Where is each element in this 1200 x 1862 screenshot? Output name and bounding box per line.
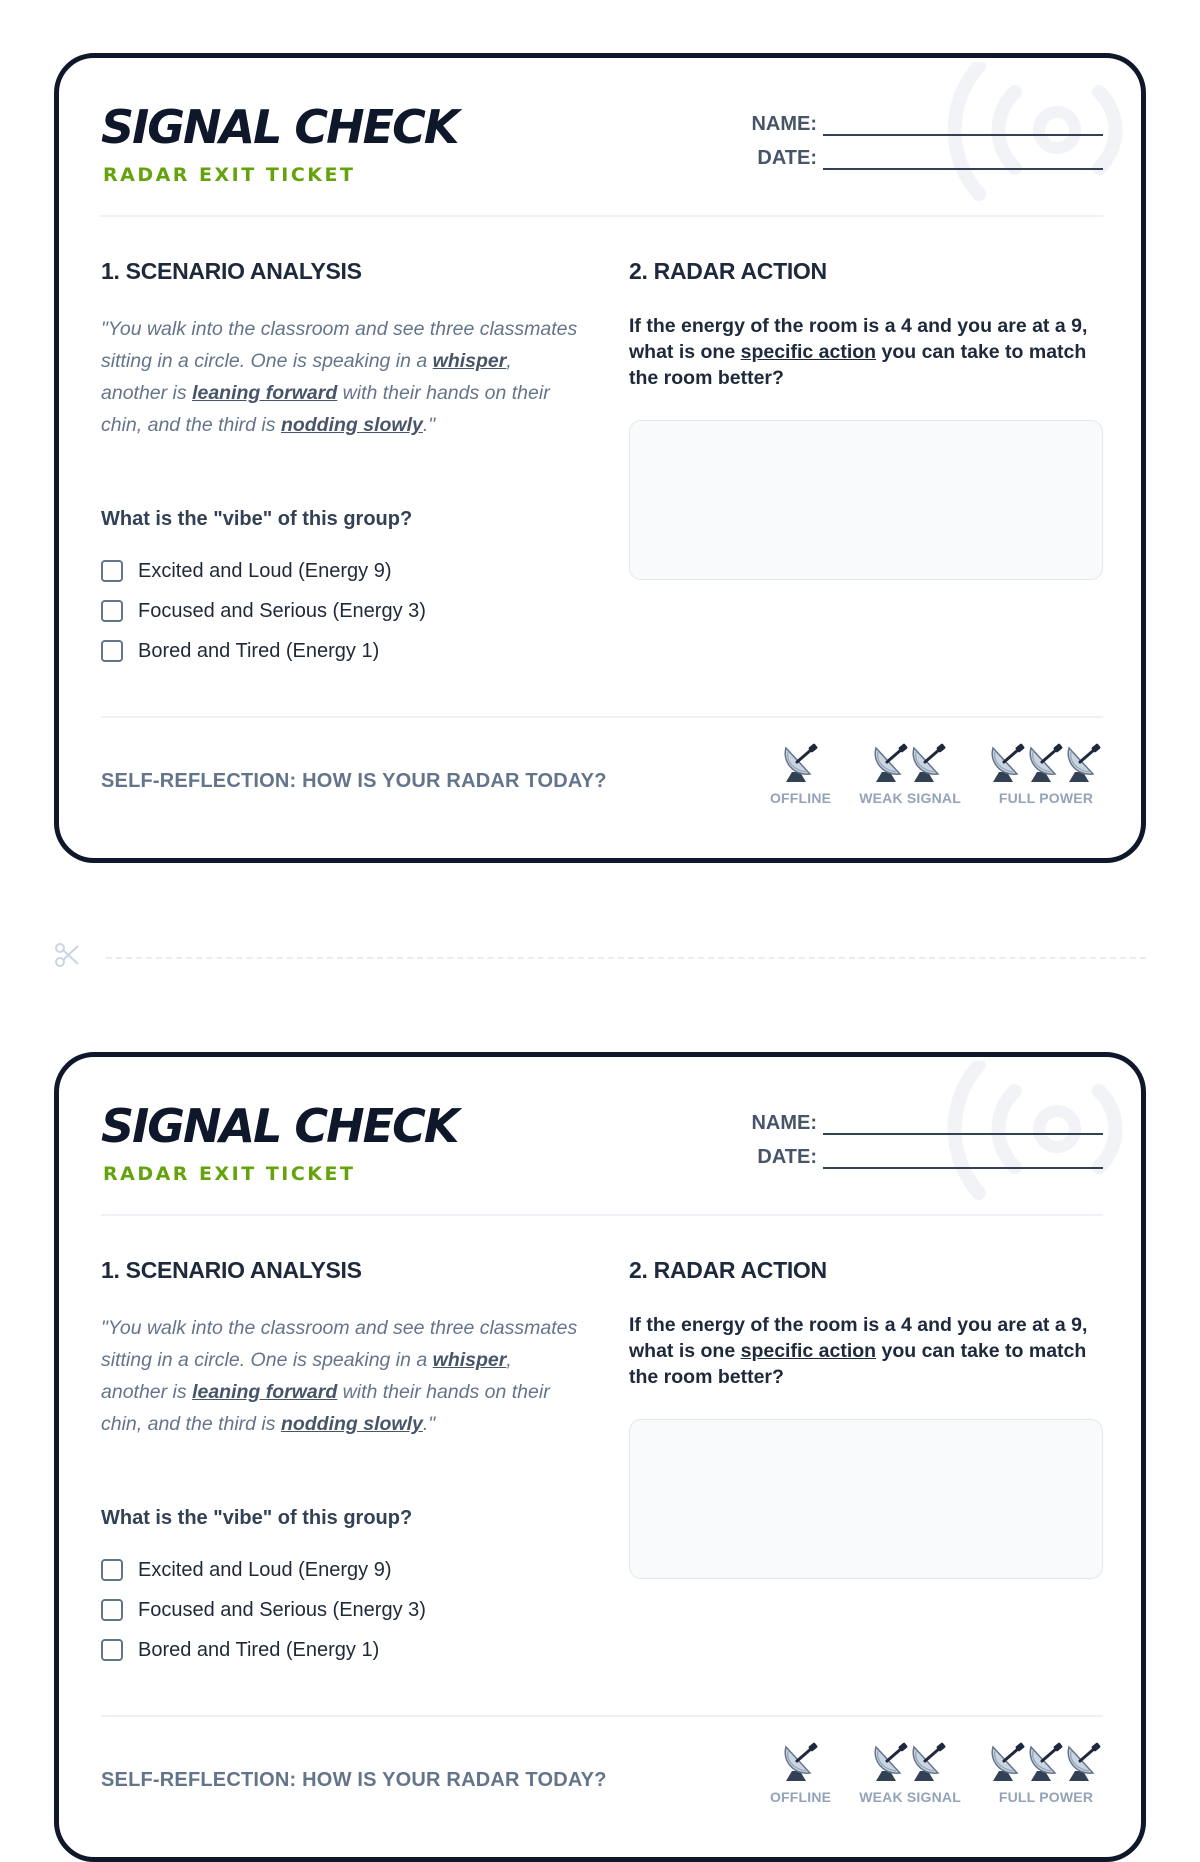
vibe-options [101,1550,426,1670]
section-heading-action: 2. RADAR ACTION [629,258,827,284]
date-label: DATE: [757,1146,817,1168]
divider [101,716,1103,718]
ticket-title: SIGNAL CHECK [101,1099,458,1153]
satellite-dish-icon [870,742,910,784]
name-field[interactable] [823,112,1103,136]
ticket-title: SIGNAL CHECK [101,100,458,154]
rating-full-power[interactable] [989,740,1103,806]
satellite-dish-icon [1025,1741,1065,1783]
rating-label: WEAK SIGNAL [859,790,961,806]
radar-rating [742,740,1103,806]
rating-label: OFFLINE [769,790,832,806]
option-label: Bored and Tired (Energy 1) [138,1638,380,1661]
answer-box[interactable] [629,420,1103,580]
satellite-dish-icon [780,1741,820,1783]
section-heading-scenario: 1. SCENARIO ANALYSIS [101,1257,362,1283]
divider [101,215,1103,217]
student-fields [751,1101,1103,1169]
rating-label: FULL POWER [998,1789,1094,1805]
scissors-icon [54,942,80,968]
dish-group [782,1739,820,1783]
checkbox[interactable] [101,560,123,582]
option-bored[interactable] [101,631,426,671]
satellite-dish-icon [870,1741,910,1783]
option-excited[interactable] [101,1550,426,1590]
dish-group [782,740,820,784]
option-label: Focused and Serious (Energy 3) [138,599,426,622]
name-field[interactable] [823,1111,1103,1135]
dashed-cut-line [106,957,1146,959]
rating-full-power[interactable] [989,1739,1103,1805]
divider [101,1715,1103,1717]
satellite-dish-icon [1025,742,1065,784]
satellite-dish-icon [780,742,820,784]
date-label: DATE: [757,147,817,169]
checkbox[interactable] [101,640,123,662]
satellite-dish-icon [908,742,948,784]
self-reflection-prompt: SELF-REFLECTION: HOW IS YOUR RADAR TODAY? [101,770,607,792]
answer-box[interactable] [629,1419,1103,1579]
rating-offline[interactable] [770,1739,831,1805]
rating-weak-signal[interactable] [859,740,961,806]
option-bored[interactable] [101,1630,426,1670]
date-field[interactable] [823,146,1103,170]
rating-label: WEAK SIGNAL [859,1789,961,1805]
name-label: NAME: [751,113,817,135]
option-focused[interactable] [101,1590,426,1630]
exit-ticket [54,53,1146,863]
student-fields [751,102,1103,170]
ticket-subtitle: RADAR EXIT TICKET [103,164,356,186]
vibe-question: What is the "vibe" of this group? [101,1507,413,1529]
option-excited[interactable] [101,551,426,591]
rating-label: OFFLINE [769,1789,832,1805]
radar-rating [742,1739,1103,1805]
dish-group [872,740,948,784]
cut-line [54,942,1146,972]
scenario-text: "You walk into the classroom and see three classmates sitting in a circle. One is speaking in a whisper, another is leaning forward with their hands on their chin, and the third is nodding slowly." [101,1317,578,1435]
satellite-dish-icon [1063,742,1103,784]
section-heading-action: 2. RADAR ACTION [629,1257,827,1283]
dish-group [989,740,1103,784]
vibe-options [101,551,426,671]
self-reflection-prompt: SELF-REFLECTION: HOW IS YOUR RADAR TODAY? [101,1769,607,1791]
rating-offline[interactable] [770,740,831,806]
dish-group [989,1739,1103,1783]
name-label: NAME: [751,1112,817,1134]
ticket-subtitle: RADAR EXIT TICKET [103,1163,356,1185]
exit-ticket [54,1052,1146,1862]
satellite-dish-icon [987,742,1027,784]
date-field[interactable] [823,1145,1103,1169]
checkbox[interactable] [101,600,123,622]
checkbox[interactable] [101,1559,123,1581]
checkbox[interactable] [101,1599,123,1621]
satellite-dish-icon [908,1741,948,1783]
section-heading-scenario: 1. SCENARIO ANALYSIS [101,258,362,284]
option-label: Focused and Serious (Energy 3) [138,1598,426,1621]
option-focused[interactable] [101,591,426,631]
action-question: If the energy of the room is a 4 and you are at a 9, what is one specific action you can take to match the room better? [629,1314,1088,1388]
divider [101,1214,1103,1216]
vibe-question: What is the "vibe" of this group? [101,508,413,530]
satellite-dish-icon [1063,1741,1103,1783]
dish-group [872,1739,948,1783]
rating-weak-signal[interactable] [859,1739,961,1805]
action-question: If the energy of the room is a 4 and you are at a 9, what is one specific action you can take to match the room better? [629,315,1088,389]
rating-label: FULL POWER [998,790,1094,806]
option-label: Excited and Loud (Energy 9) [138,1558,392,1581]
satellite-dish-icon [987,1741,1027,1783]
scenario-text: "You walk into the classroom and see three classmates sitting in a circle. One is speaking in a whisper, another is leaning forward with their hands on their chin, and the third is nodding slowly." [101,318,578,436]
option-label: Bored and Tired (Energy 1) [138,639,380,662]
checkbox[interactable] [101,1639,123,1661]
option-label: Excited and Loud (Energy 9) [138,559,392,582]
